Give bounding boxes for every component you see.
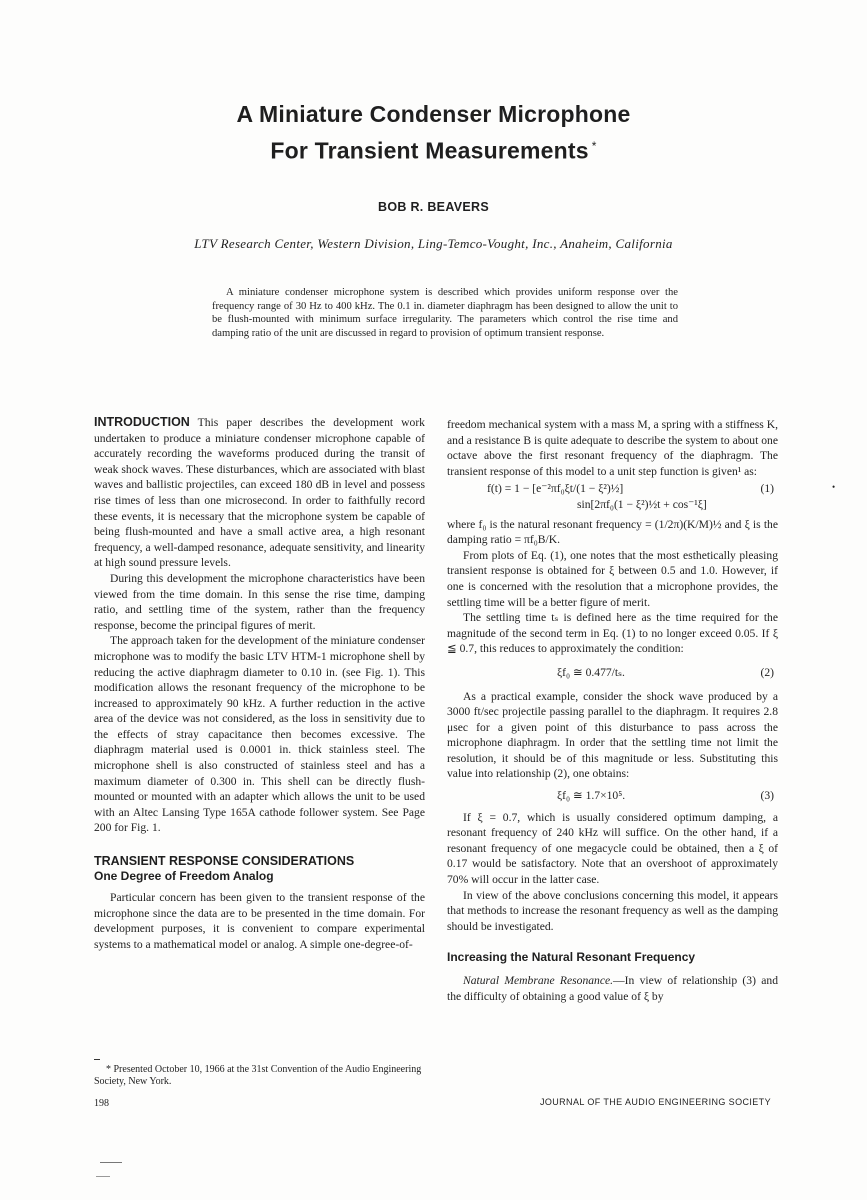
equation-1: [447, 481, 778, 512]
right-column: [447, 417, 778, 1005]
title-footnote-mark: *: [591, 139, 597, 153]
equation-2-body: ξf₀ ≅ 0.477/tₛ.: [557, 665, 625, 679]
abstract: A miniature condenser microphone system is described which provides uniform response over the frequency range of 30 Hz to 400 kHz. The 0.1 in. diameter diaphragm has been designed to allow the unit to be flush-mounted with minimum surface irregularity. The parameters which control the rise time and damping ratio of the unit are discussed in regard to provision of optimum transient response.: [212, 287, 678, 339]
footnote: * Presented October 10, 1966 at the 31st Convention of the Audio Engineering Society, New York.: [94, 1064, 422, 1087]
intro-paragraph-2: During this development the microphone characteristics have been viewed from the time domain. In this sense the rise time, damping ratio, and settling time of the system, rather than the frequency response, become the principal figures of merit.: [94, 571, 425, 632]
affiliation: LTV Research Center, Western Division, Ling-Temco-Vought, Inc., Anaheim, California: [194, 236, 673, 251]
section-subheading: One Degree of Freedom Analog: [94, 869, 274, 884]
title-line-1: A Miniature Condenser Microphone: [236, 101, 631, 127]
title-line-2: [0, 130, 867, 167]
equation-3-number: (3): [760, 789, 774, 803]
right-paragraph-8-text: —In view of relationship (3) and the difficulty of obtaining a good value of ξ by: [447, 974, 778, 1003]
section-paragraph-1: Particular concern has been given to the transient response of the microphone since the data are to be presented in the time domain. For development purposes, it is convenient to compare experimental systems to a mathematical model or analog. A simple one-degree-of-: [94, 891, 425, 951]
right-paragraph-3: From plots of Eq. (1), one notes that the most esthetically pleasing transient response is obtained for ξ between 0.5 and 1.0. However, if one is concerned with the resolution that a microphone provides, the settling time will be a better figure of merit.: [447, 548, 778, 609]
scan-artifact: [100, 1162, 122, 1163]
right-paragraph-2: where f₀ is the natural resonant frequency = (1/2π)(K/M)½ and ξ is the damping ratio = πf₀B/K.: [447, 517, 778, 547]
right-paragraph-1: freedom mechanical system with a mass M, a spring with a stiffness K, and a resistance B is quite adequate to describe the system to about one octave above the first resonant frequency of the diaphragm. The transient response of this model to a unit step function is given¹ as:: [447, 418, 778, 478]
right-paragraph-8: [447, 973, 778, 1004]
right-paragraph-4: The settling time tₛ is defined here as the time required for the magnitude of the second term in Eq. (1) to no longer exceed 0.05. If ξ ≦ 0.7, this reduces to approximately the condition:: [447, 611, 778, 656]
equation-3-body: ξf₀ ≅ 1.7×10⁵.: [557, 789, 626, 803]
page-number: 198: [94, 1098, 109, 1109]
author: BOB R. BEAVERS: [378, 200, 489, 214]
intro-paragraph-1-text: This paper describes the development work undertaken to produce a miniature condenser microphone capable of accurately recording the waveforms produced during the transit of weak shock waves. These disturbances, which are associated with blast waves and ballistic projectiles, can exceed 180 dB in level and possess rise times of less than one microsecond. In order to faithfully record these events, it is necessary that the microphone system be capable of being flush-mounted and have a small active area, a high resonant frequency, a well-damped resonance, adequate sensitivity, and linearity at high sound pressure levels.: [94, 416, 425, 570]
scan-artifact: [96, 1176, 110, 1177]
section-heading: TRANSIENT RESPONSE CONSIDERATIONS: [94, 854, 355, 869]
equation-1-number: (1): [760, 482, 774, 496]
intro-paragraph-3: The approach taken for the development of the miniature condenser microphone was to modify the basic LTV HTM-1 microphone shell by reducing the active diaphragm diameter to 0.10 in. (see Fig. 1). This modification allows the resonant frequency of the microphone to be increased to approximately 90 kHz. A further reduction in the active area of the device was not considered, as the loss in sensitivity due to the effects of stray capacitance then becomes excessive. The diaphragm material used is 0.0001 in. thick stainless steel. The microphone shell is also constructed of stainless steel and has a maximum diameter of 0.300 in. This shell can be directly flush-mounted or mounted with an adapter which allows the unit to be used with an Altec Lansing Type 165A cathode follower system. See Page 200 for Fig. 1.: [94, 634, 425, 835]
journal-name: JOURNAL OF THE AUDIO ENGINEERING SOCIETY: [539, 1097, 771, 1107]
natural-membrane-resonance-label: Natural Membrane Resonance.: [463, 974, 614, 988]
equation-1-line-2: sin[2πf₀(1 − ξ²)½t + cos⁻¹ξ]: [577, 497, 707, 511]
equation-3: [447, 788, 778, 804]
right-paragraph-7: In view of the above conclusions concerning this model, it appears that methods to increase the resonant frequency as well as the damping should be investigated.: [447, 888, 778, 933]
right-paragraph-6: If ξ = 0.7, which is usually considered optimum damping, a resonant frequency of 240 kHz will suffice. On the other hand, if a resonant frequency of one megacycle could be obtained, then a ξ of 0.17 would be satisfactory. Note that an overshoot of approximately 70% will occur in the latter case.: [447, 810, 778, 887]
equation-1-line-1: f(t) = 1 − [e⁻²πf₀ξt/(1 − ξ²)½]: [487, 482, 624, 496]
resonant-frequency-heading: Increasing the Natural Resonant Frequency: [447, 950, 696, 965]
footnote-rule: [94, 1059, 100, 1060]
equation-2: [447, 665, 778, 681]
intro-heading: INTRODUCTION: [94, 415, 190, 429]
margin-mark: •: [832, 482, 836, 492]
intro-paragraph-1: [94, 415, 425, 571]
equation-2-number: (2): [760, 665, 774, 679]
left-column: [94, 415, 425, 952]
title-line-2-text: For Transient Measurements: [270, 137, 589, 164]
right-paragraph-5: As a practical example, consider the shock wave produced by a 3000 ft/sec projectile passing parallel to the diaphragm. It requires 2.8 μsec for a given point of this disturbance to pass across the microphone diaphragm. In order that the settling time not limit the resolution, it should be of this magnitude or less. Substituting this value into relationship (2), one obtains:: [447, 689, 778, 781]
